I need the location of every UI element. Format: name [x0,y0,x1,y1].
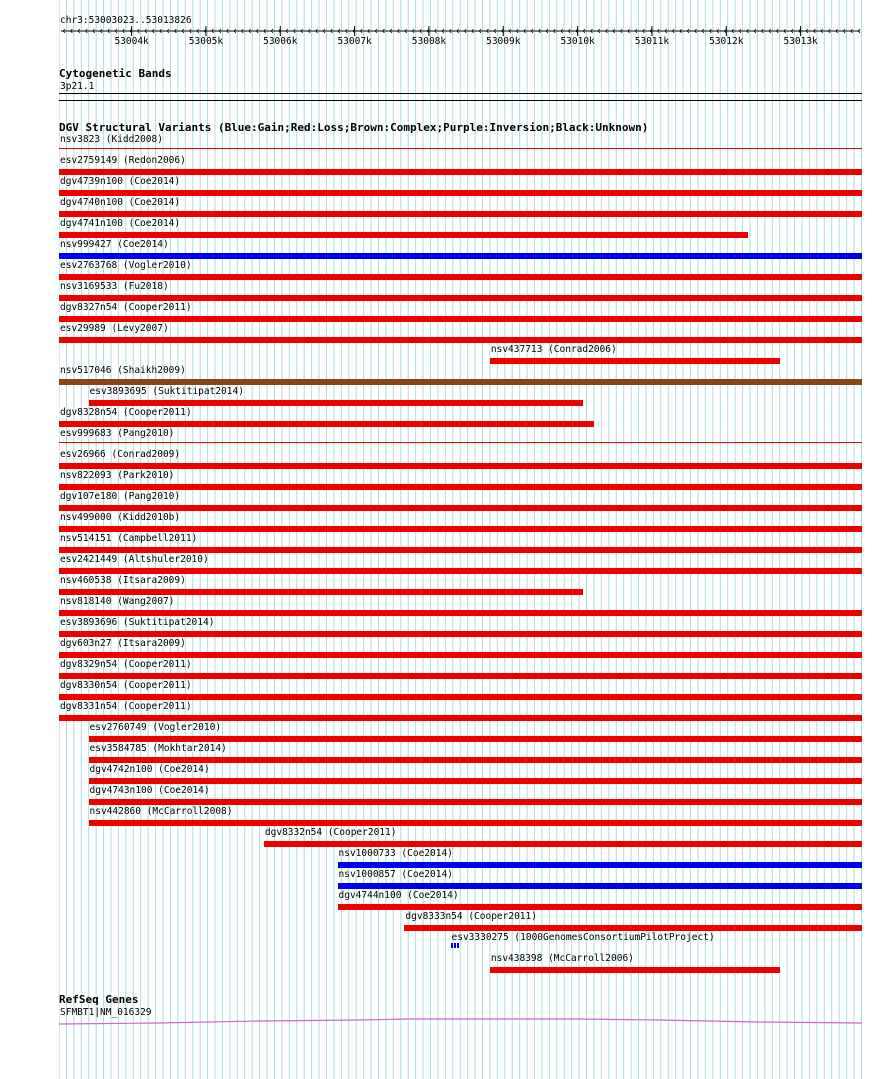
variant-feature-loss[interactable] [59,652,862,658]
variant-label[interactable]: esv999683 (Pang2010) [60,428,175,439]
cytoband-bar-top [59,93,862,94]
variant-label[interactable]: nsv442860 (McCarroll2008) [89,806,233,817]
variant-feature-loss[interactable] [404,925,862,931]
variant-label[interactable]: nsv499000 (Kidd2010b) [60,512,181,523]
variant-feature-loss[interactable] [59,547,862,553]
variant-feature-loss[interactable] [59,568,862,574]
variant-label[interactable]: dgv4742n100 (Coe2014) [89,764,210,775]
variant-feature-loss[interactable] [59,526,862,532]
ruler-tick-label: 53010k [560,36,595,47]
ruler-tick-label: 53004k [114,36,149,47]
variant-feature-loss[interactable] [89,757,862,763]
variant-label[interactable]: dgv4740n100 (Coe2014) [60,197,181,208]
variant-feature-loss[interactable] [59,211,862,217]
variant-label[interactable]: dgv8327n54 (Cooper2011) [60,302,192,313]
ruler-tick-label: 53009k [486,36,521,47]
refseq-gene-model[interactable] [59,1012,862,1028]
dgv-track-title: DGV Structural Variants (Blue:Gain;Red:Loss;Brown:Complex;Purple:Inversion;Black:Unknown) [59,121,649,134]
variant-label[interactable]: dgv8329n54 (Cooper2011) [60,659,192,670]
variant-feature-loss[interactable] [59,484,862,490]
variant-feature-loss[interactable] [490,967,780,973]
variant-label[interactable]: esv3893696 (Suktitipat2014) [60,617,215,628]
refseq-track-title: RefSeq Genes [59,993,139,1006]
variant-label[interactable]: nsv999427 (Coe2014) [60,239,169,250]
location-label: chr3:53003023..53013826 [60,15,192,26]
variant-label[interactable]: esv29989 (Levy2007) [60,323,169,334]
variant-label[interactable]: nsv514151 (Campbell2011) [60,533,198,544]
ruler-tick-label: 53011k [634,36,670,47]
variant-label[interactable]: esv26966 (Conrad2009) [60,449,181,460]
variant-feature-loss[interactable] [89,799,862,805]
variant-feature-loss[interactable] [490,358,780,364]
variant-feature-loss[interactable] [59,190,862,196]
variant-feature-loss[interactable] [59,505,862,511]
variant-feature-loss[interactable] [59,673,862,679]
variant-label[interactable]: nsv3823 (Kidd2008) [60,134,163,145]
variant-feature-loss[interactable] [89,400,583,406]
cytoband-bar-bottom [59,100,862,101]
variant-label[interactable]: dgv4741n100 (Coe2014) [60,218,181,229]
variant-feature-loss[interactable] [89,736,862,742]
variant-label[interactable]: dgv107e180 (Pang2010) [60,491,181,502]
variant-feature-loss[interactable] [59,148,862,149]
variant-label[interactable]: dgv8330n54 (Cooper2011) [60,680,192,691]
variant-feature-loss[interactable] [59,316,862,322]
variant-feature-gain[interactable] [451,943,460,948]
variant-feature-loss[interactable] [59,337,862,343]
variant-label[interactable]: nsv1000857 (Coe2014) [338,869,453,880]
variant-label[interactable]: nsv460538 (Itsara2009) [60,575,186,586]
ruler-tick-label: 53006k [263,36,298,47]
refseq-gene-label[interactable]: SFMBT1|NM_016329 [60,1007,152,1018]
variant-label[interactable]: nsv438398 (McCarroll2006) [490,953,634,964]
variant-label[interactable]: nsv437713 (Conrad2006) [490,344,617,355]
variant-feature-loss[interactable] [89,778,862,784]
variant-feature-loss[interactable] [59,589,583,595]
variant-label[interactable]: esv3584785 (Mokhtar2014) [89,743,227,754]
variant-label[interactable]: dgv4744n100 (Coe2014) [338,890,459,901]
ruler-tick-label: 53013k [783,36,818,47]
variant-label[interactable]: nsv822093 (Park2010) [60,470,175,481]
variant-label[interactable]: dgv4743n100 (Coe2014) [89,785,210,796]
variant-feature-loss[interactable] [59,274,862,280]
ruler-tick-label: 53012k [709,36,744,47]
variant-feature-loss[interactable] [59,610,862,616]
variant-label[interactable]: dgv8331n54 (Cooper2011) [60,701,192,712]
variant-label[interactable]: dgv8328n54 (Cooper2011) [60,407,192,418]
variant-feature-loss[interactable] [264,841,862,847]
variant-feature-loss[interactable] [59,232,748,238]
variant-feature-gain[interactable] [338,862,862,868]
variant-label[interactable]: esv2763768 (Vogler2010) [60,260,192,271]
variant-label[interactable]: dgv8332n54 (Cooper2011) [264,827,397,838]
variant-label[interactable]: dgv4739n100 (Coe2014) [60,176,181,187]
variant-label[interactable]: esv2760749 (Vogler2010) [89,722,222,733]
variant-label[interactable]: esv2759149 (Redon2006) [60,155,186,166]
cytoband-name[interactable]: 3p21.1 [60,81,95,92]
variant-feature-loss[interactable] [59,421,594,427]
variant-feature-loss[interactable] [59,442,862,443]
variant-feature-loss[interactable] [59,169,862,175]
variant-feature-loss[interactable] [89,820,862,826]
variant-label[interactable]: nsv1000733 (Coe2014) [338,848,453,859]
ruler-tick-label: 53007k [337,36,372,47]
variant-label[interactable]: dgv8333n54 (Cooper2011) [405,911,537,922]
variant-label[interactable]: esv3893695 (Suktitipat2014) [89,386,244,397]
variant-feature-gain[interactable] [59,253,862,259]
variant-feature-gain[interactable] [338,883,862,889]
variant-label[interactable]: nsv3169533 (Fu2018) [60,281,169,292]
variant-feature-loss[interactable] [59,694,862,700]
variant-label[interactable]: nsv818140 (Wang2007) [60,596,175,607]
variant-feature-loss[interactable] [59,463,862,469]
variant-label[interactable]: esv3330275 (1000GenomesConsortiumPilotProject) [451,932,715,943]
variant-feature-loss[interactable] [338,904,862,910]
variant-feature-loss[interactable] [59,715,862,721]
variant-label[interactable]: esv2421449 (Altshuler2010) [60,554,209,565]
variant-label[interactable]: nsv517046 (Shaikh2009) [60,365,186,376]
variant-feature-loss[interactable] [59,295,862,301]
variant-feature-loss[interactable] [59,631,862,637]
cytoband-track-title: Cytogenetic Bands [59,67,172,80]
ruler-tick-label: 53008k [411,36,447,47]
gene-intron-line[interactable] [59,1019,862,1024]
coordinate-ruler[interactable] [59,0,862,60]
variant-label[interactable]: dgv603n27 (Itsara2009) [60,638,186,649]
variant-feature-complex[interactable] [59,379,862,385]
ruler-tick-label: 53005k [188,36,224,47]
